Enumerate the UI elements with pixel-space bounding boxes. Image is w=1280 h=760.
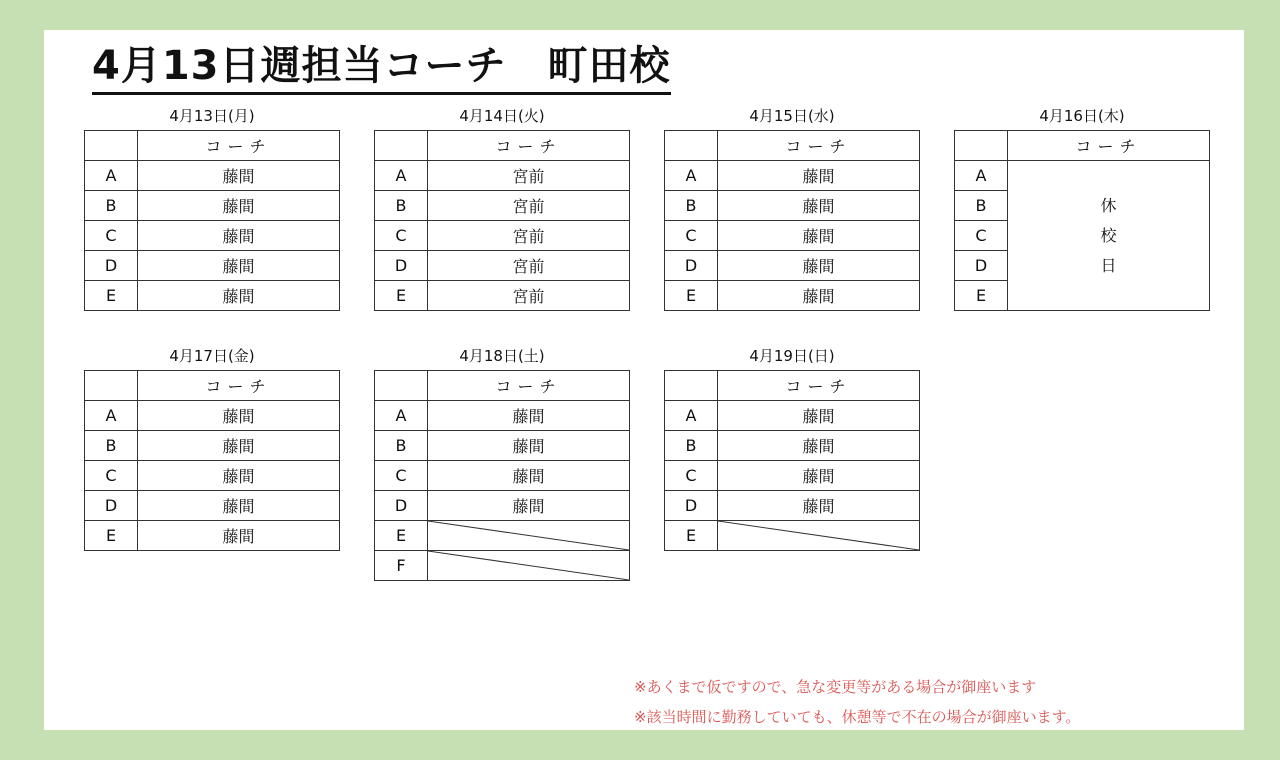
corner-cell [665, 131, 718, 161]
corner-cell [85, 371, 138, 401]
slot-cell: C [665, 221, 718, 251]
coach-header: コーチ [428, 371, 630, 401]
slot-cell: A [665, 161, 718, 191]
page-title: 4月13日週担当コーチ 町田校 [92, 42, 671, 95]
coach-cell: 藤間 [138, 431, 340, 461]
table-row [375, 401, 630, 431]
diagonal-slash [718, 521, 919, 550]
coach-cell: 藤間 [718, 431, 920, 461]
slot-cell: B [375, 431, 428, 461]
corner-cell [85, 131, 138, 161]
slot-cell: C [85, 221, 138, 251]
table-row [85, 251, 340, 281]
table-row [85, 221, 340, 251]
coach-cell: 藤間 [718, 191, 920, 221]
slot-cell: E [665, 521, 718, 551]
table-row [375, 221, 630, 251]
slot-cell: E [85, 521, 138, 551]
coach-cell: 藤間 [138, 251, 340, 281]
table-row [85, 521, 340, 551]
table-row [665, 431, 920, 461]
coach-header: コーチ [428, 131, 630, 161]
coach-cell: 藤間 [428, 431, 630, 461]
slot-cell: A [955, 161, 1008, 191]
table-row [375, 251, 630, 281]
day-label: 4月18日(土) [459, 347, 545, 365]
coach-header: コーチ [138, 371, 340, 401]
coach-cell: 藤間 [428, 401, 630, 431]
coach-cell: 藤間 [428, 491, 630, 521]
slot-cell: C [665, 461, 718, 491]
table-row [375, 521, 630, 551]
empty-slot-cell [428, 521, 630, 551]
slot-cell: B [955, 191, 1008, 221]
diagonal-slash [428, 521, 629, 550]
slot-cell: D [665, 251, 718, 281]
slot-cell: E [665, 281, 718, 311]
coach-table [374, 370, 630, 581]
coach-header: コーチ [138, 131, 340, 161]
coach-cell: 藤間 [138, 161, 340, 191]
table-row [665, 221, 920, 251]
table-row [665, 191, 920, 221]
slot-cell: F [375, 551, 428, 581]
note-tentative: ※あくまで仮ですので、急な変更等がある場合が御座います [634, 678, 1037, 696]
slot-cell: A [375, 401, 428, 431]
table-row [375, 161, 630, 191]
corner-cell [665, 371, 718, 401]
table-row [665, 521, 920, 551]
day-label: 4月16日(木) [1039, 107, 1125, 125]
table-row [85, 461, 340, 491]
slot-cell: D [665, 491, 718, 521]
table-row [665, 161, 920, 191]
coach-cell: 藤間 [138, 521, 340, 551]
coach-cell: 藤間 [718, 221, 920, 251]
slot-cell: D [85, 491, 138, 521]
coach-cell: 藤間 [138, 221, 340, 251]
coach-table [664, 370, 920, 551]
slot-cell: E [375, 521, 428, 551]
table-row [665, 281, 920, 311]
slot-cell: C [375, 221, 428, 251]
coach-table [954, 130, 1210, 311]
slot-cell: B [665, 431, 718, 461]
coach-cell: 藤間 [718, 281, 920, 311]
coach-cell: 藤間 [138, 281, 340, 311]
coach-cell: 藤間 [138, 461, 340, 491]
diagonal-slash [428, 551, 629, 580]
day-label: 4月15日(水) [749, 107, 835, 125]
note-break: ※該当時間に勤務していても、休憩等で不在の場合が御座います。 [634, 708, 1081, 726]
day-label: 4月14日(火) [459, 107, 545, 125]
table-row [375, 191, 630, 221]
coach-cell: 宮前 [428, 221, 630, 251]
coach-cell: 藤間 [138, 401, 340, 431]
day-block-0418 [374, 342, 630, 581]
slot-cell: A [85, 401, 138, 431]
empty-slot-cell [428, 551, 630, 581]
slot-cell: C [955, 221, 1008, 251]
slot-cell: B [375, 191, 428, 221]
day-block-0413 [84, 102, 340, 311]
coach-cell: 宮前 [428, 191, 630, 221]
closed-day-cell [1008, 161, 1210, 311]
slot-cell: A [375, 161, 428, 191]
coach-cell: 藤間 [428, 461, 630, 491]
closed-char: 日 [1100, 255, 1117, 275]
corner-cell [955, 131, 1008, 161]
day-block-0414 [374, 102, 630, 311]
empty-slot-cell [718, 521, 920, 551]
closed-char: 休 [1100, 195, 1117, 215]
coach-table [374, 130, 630, 311]
table-row [85, 281, 340, 311]
table-row [85, 161, 340, 191]
slot-cell: A [665, 401, 718, 431]
table-row [375, 281, 630, 311]
slot-cell: D [375, 491, 428, 521]
table-row [665, 461, 920, 491]
corner-cell [375, 371, 428, 401]
coach-cell: 藤間 [138, 191, 340, 221]
table-row [375, 431, 630, 461]
coach-cell: 宮前 [428, 161, 630, 191]
table-row [955, 161, 1210, 191]
day-block-0415 [664, 102, 920, 311]
coach-cell: 藤間 [718, 161, 920, 191]
coach-header: コーチ [718, 131, 920, 161]
table-row [85, 191, 340, 221]
day-label: 4月19日(日) [749, 347, 835, 365]
table-row [665, 401, 920, 431]
schedule-sheet [44, 30, 1244, 730]
slot-cell: D [955, 251, 1008, 281]
day-label: 4月17日(金) [169, 347, 255, 365]
coach-header: コーチ [718, 371, 920, 401]
table-row [375, 551, 630, 581]
table-row [665, 251, 920, 281]
slot-cell: E [375, 281, 428, 311]
slot-cell: D [375, 251, 428, 281]
coach-table [84, 370, 340, 551]
table-row [375, 461, 630, 491]
slot-cell: B [85, 191, 138, 221]
closed-char: 校 [1100, 225, 1117, 245]
table-row [85, 431, 340, 461]
coach-cell: 藤間 [718, 401, 920, 431]
coach-header: コーチ [1008, 131, 1210, 161]
table-row [375, 491, 630, 521]
slot-cell: E [85, 281, 138, 311]
slot-cell: C [375, 461, 428, 491]
corner-cell [375, 131, 428, 161]
coach-cell: 藤間 [138, 491, 340, 521]
coach-cell: 宮前 [428, 281, 630, 311]
slot-cell: C [85, 461, 138, 491]
coach-table [664, 130, 920, 311]
day-block-0417 [84, 342, 340, 551]
coach-cell: 宮前 [428, 251, 630, 281]
slot-cell: B [85, 431, 138, 461]
coach-cell: 藤間 [718, 491, 920, 521]
day-block-0419 [664, 342, 920, 551]
day-label: 4月13日(月) [169, 107, 255, 125]
table-row [85, 401, 340, 431]
coach-table [84, 130, 340, 311]
day-block-0416 [954, 102, 1210, 311]
coach-cell: 藤間 [718, 251, 920, 281]
slot-cell: D [85, 251, 138, 281]
coach-cell: 藤間 [718, 461, 920, 491]
slot-cell: E [955, 281, 1008, 311]
slot-cell: B [665, 191, 718, 221]
table-row [85, 491, 340, 521]
table-row [665, 491, 920, 521]
slot-cell: A [85, 161, 138, 191]
